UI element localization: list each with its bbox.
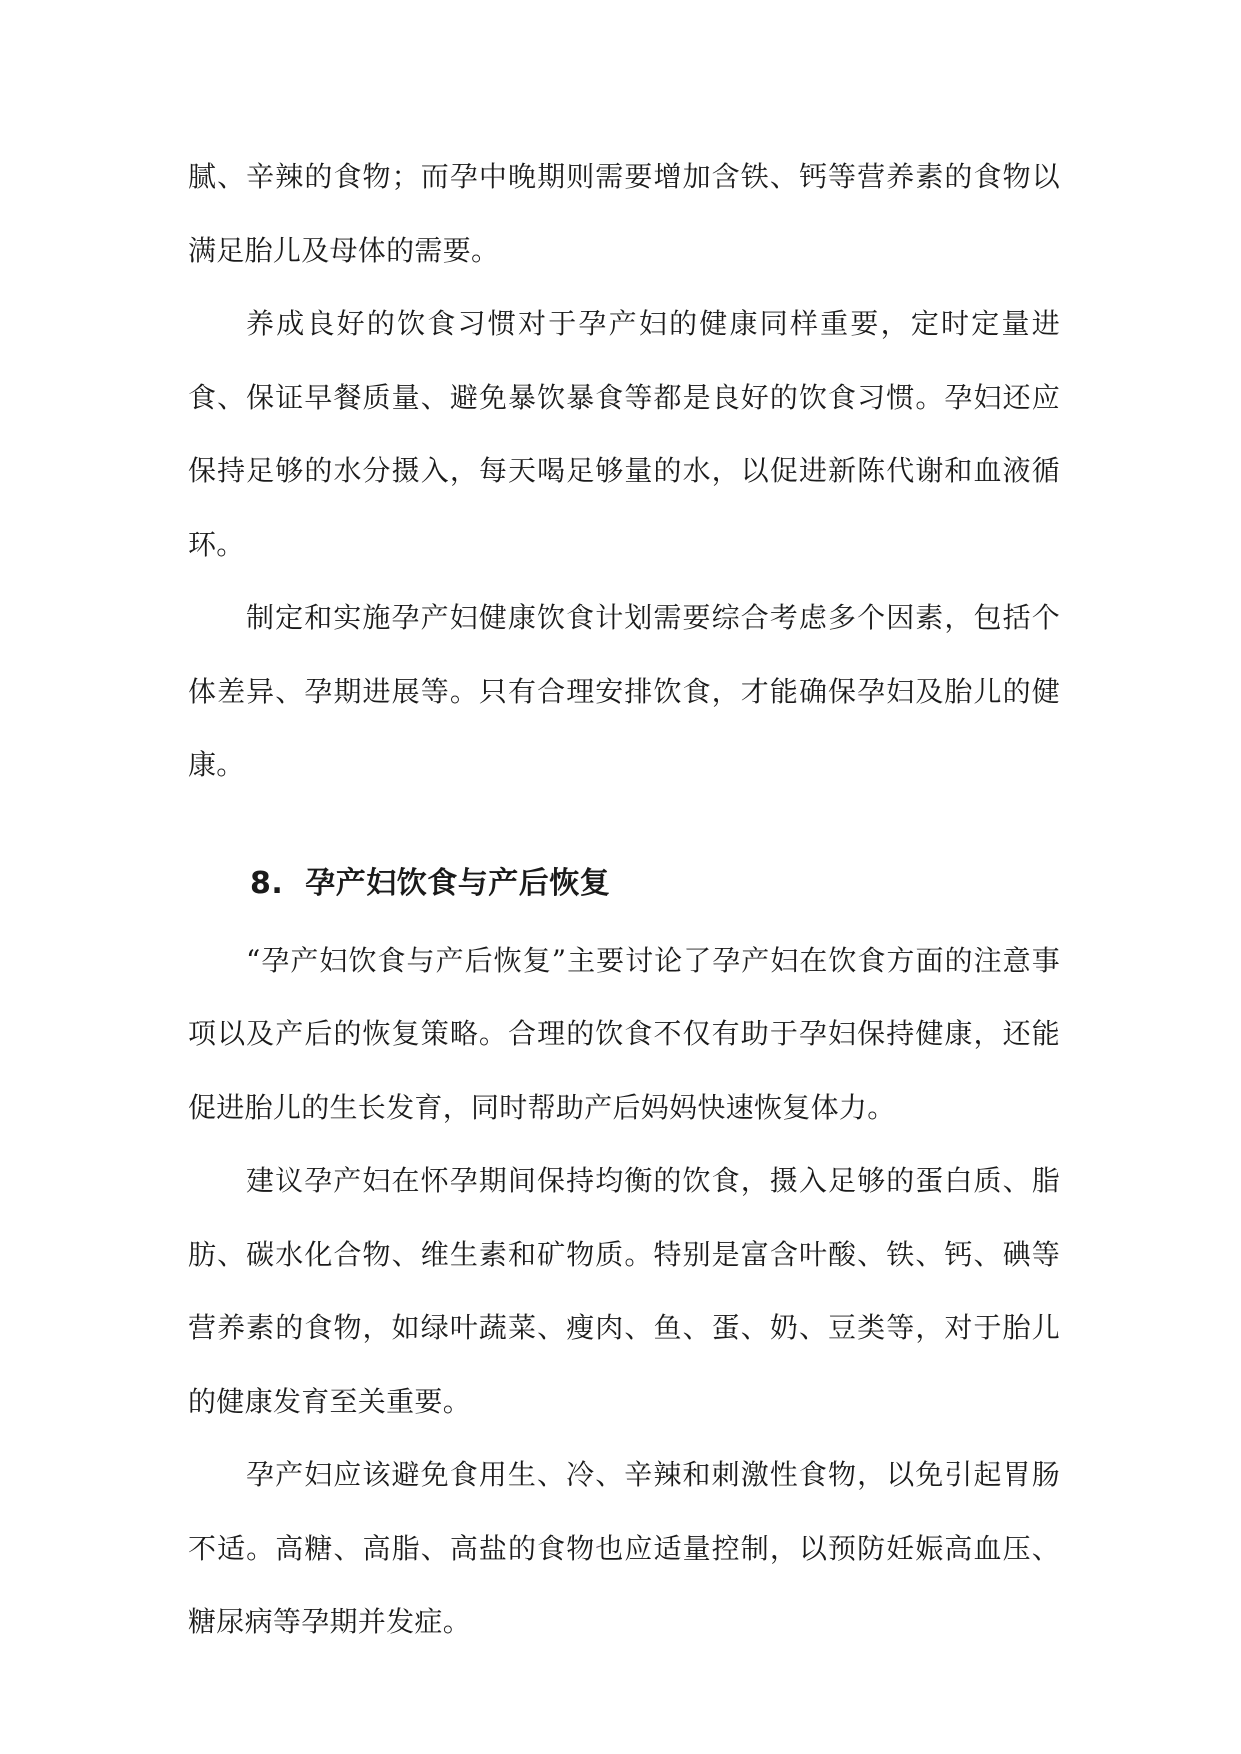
section-number: 8.	[250, 865, 284, 901]
paragraph-section-intro: “孕产妇饮食与产后恢复”主要讨论了孕产妇在饮食方面的注意事项以及产后的恢复策略。合理的饮食不仅有助于孕妇保持健康，还能促进胎儿的生长发育，同时帮助产后妈妈快速恢复体力。	[188, 943, 1060, 1124]
section-heading	[188, 844, 1060, 924]
paragraph-continuation: 腻、辛辣的食物；而孕中晚期则需要增加含铁、钙等营养素的食物以满足胎儿及母体的需要。	[188, 160, 1060, 267]
paragraph-foods-to-avoid: 孕产妇应该避免食用生、冷、辛辣和刺激性食物，以免引起胃肠不适。高糖、高脂、高盐的食物也应适量控制，以预防妊娠高血压、糖尿病等孕期并发症。	[188, 1458, 1060, 1638]
paragraph-balanced-diet: 建议孕产妇在怀孕期间保持均衡的饮食，摄入足够的蛋白质、脂肪、碳水化合物、维生素和矿物质。特别是富含叶酸、铁、钙、碘等营养素的食物，如绿叶蔬菜、瘦肉、鱼、蛋、奶、豆类等，对于胎儿的健康发育至关重要。	[188, 1164, 1060, 1418]
paragraph-eating-habits: 养成良好的饮食习惯对于孕产妇的健康同样重要，定时定量进食、保证早餐质量、避免暴饮暴食等都是良好的饮食习惯。孕妇还应保持足够的水分摄入，每天喝足够量的水，以促进新陈代谢和血液循环。	[188, 307, 1060, 561]
paragraph-diet-plan: 制定和实施孕产妇健康饮食计划需要综合考虑多个因素，包括个体差异、孕期进展等。只有合理安排饮食，才能确保孕妇及胎儿的健康。	[188, 601, 1060, 781]
document-body	[188, 140, 1060, 1659]
section-title: 孕产妇饮食与产后恢复	[305, 865, 611, 901]
